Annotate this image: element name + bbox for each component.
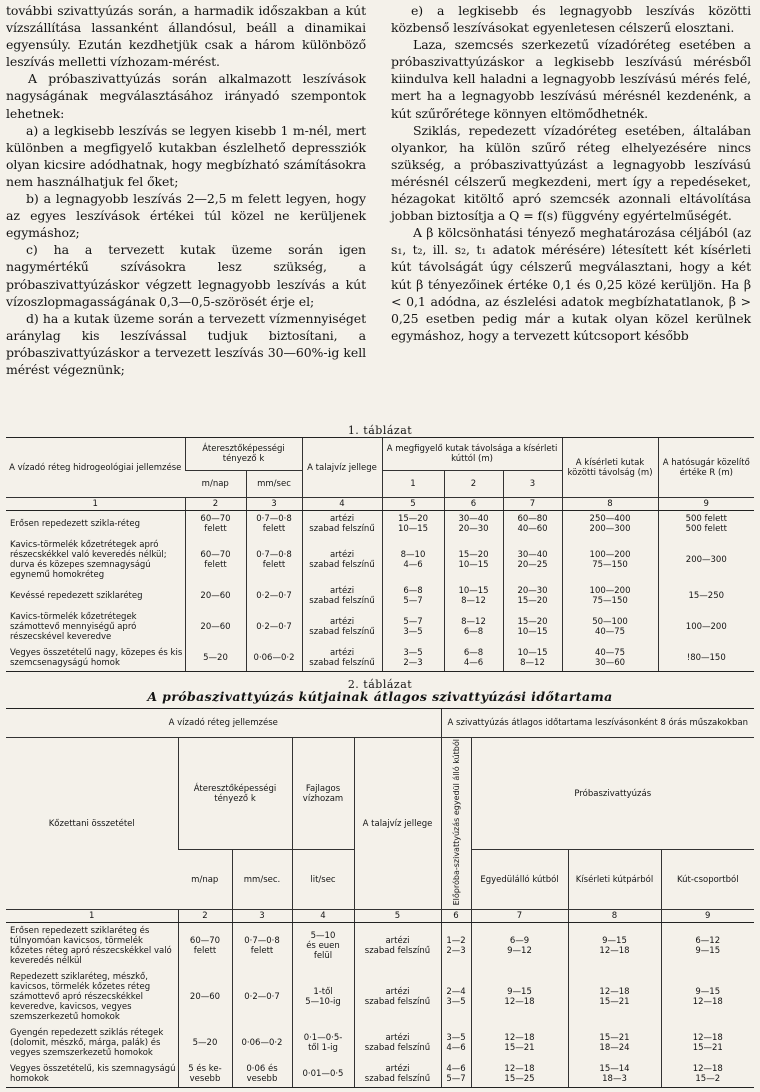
t2-cell-pre-pumping: 3—5 4—6 — [441, 1025, 471, 1061]
t1-cell-k-mnap: 60—70 felett — [185, 511, 246, 538]
t1-header-radius: A hatósugár közelítő értéke R (m) — [658, 438, 754, 498]
t1-cell-distance-2: 15—20 10—15 — [444, 537, 503, 583]
t2-cell-rock: Repedezett sziklaréteg, mészkő, kavicsos, törmelék kőzetes réteg számottevő apró részecskékkel keveredve, kavicsos, vegyes szemszerkezetű homokok — [10, 972, 151, 1023]
t2-column-number: 8 — [568, 910, 661, 923]
t2-cell-single: 12—18 15—25 — [471, 1061, 568, 1088]
t2-unit-litsec: lit/sec — [292, 850, 354, 910]
t1-cell-exp-distance: 250—400 200—300 — [562, 511, 658, 538]
t1-cell-distance-1: 15—20 10—15 — [382, 511, 444, 538]
table-row — [6, 923, 754, 970]
t1-column-number: 5 — [382, 498, 444, 511]
table2-caption: 2. táblázat — [347, 678, 413, 691]
t2-column-number: 2 — [178, 910, 232, 923]
t1-column-number: 8 — [562, 498, 658, 511]
t1-cell-distance-3: 10—15 8—12 — [503, 645, 562, 672]
t2-cell-group: 12—18 15—2 — [661, 1061, 754, 1088]
right-paragraph: e) a legkisebb és legnagyobb leszívás közötti közbenső leszívásokat egyenletesen célszerű elosztani. — [391, 3, 751, 36]
table-row — [6, 537, 754, 583]
t1-cell-k-mnap: 20—60 — [185, 583, 246, 609]
left-paragraph: a) a legkisebb leszívás se legyen kisebb 1 m-nél, mert különben a megfigyelő kutakban észlelhető depressziók olyan kicsire adódhatnak, hogy megbízható számításokra nem használhatjuk fel őket; — [6, 122, 366, 189]
table-row — [6, 1025, 754, 1061]
t2-cell-water-level: artézi szabad felszínű — [354, 969, 441, 1025]
t1-header-water-level: A talajvíz jellege — [302, 438, 382, 498]
t2-header-pre-pumping-text: Előpróba-szivattyúzás egyedül álló kútból — [451, 739, 461, 906]
t2-cell-group: 6—12 9—15 — [661, 923, 754, 970]
t1-unit-mnap: m/nap — [185, 471, 246, 498]
table-row — [6, 1061, 754, 1088]
left-paragraph: d) ha a kutak üzeme során a tervezett vízmennyiséget aránylag kis leszívással tudjuk biztosítani, a próbaszivattyúzáskor a tervezett leszívás 30—60%-ig kell mérést végeznünk; — [6, 310, 366, 377]
t2-cell-group: 9—15 12—18 — [661, 969, 754, 1025]
t1-cell-distance-3: 30—40 20—25 — [503, 537, 562, 583]
right-column — [391, 2, 751, 344]
t1-header-observation: A megfigyelő kutak távolsága a kísérleti kúttól (m) — [382, 438, 562, 471]
t1-cell-distance-2: 10—15 8—12 — [444, 583, 503, 609]
t2-header-trial: Próbaszivattyúzás — [471, 738, 754, 850]
t2-cell-pre-pumping: 4—6 5—7 — [441, 1061, 471, 1088]
t1-cell-exp-distance: 50—100 40—75 — [562, 609, 658, 645]
t2-cell-k-mmsec: 0·7—0·8 felett — [232, 923, 292, 970]
t2-column-number: 3 — [232, 910, 292, 923]
t2-column-number: 7 — [471, 910, 568, 923]
t2-cell-rock: Gyengén repedezett sziklás rétegek (dolomit, mészkő, márga, palák) és vegyes szemszerkezetű homokok — [10, 1028, 164, 1059]
t2-cell-k-mmsec: 0·06 és vesebb — [232, 1061, 292, 1088]
t1-unit-mmsec: mm/sec — [246, 471, 302, 498]
t2-column-number: 4 — [292, 910, 354, 923]
t1-cell-k-mnap: 60—70 felett — [185, 537, 246, 583]
table-row — [6, 969, 754, 1025]
t2-cell-specific-yield: 1-től 5—10-ig — [292, 969, 354, 1025]
left-paragraph: c) ha a tervezett kutak üzeme során igen nagymértékű szívásokra lesz szükség, a próbaszivattyúzáskor végzett legnagyobb leszívás a kút vízoszlopmagasságának 0,3—0,5-szörösét érje el; — [6, 242, 366, 309]
t2-unit-mmsec: mm/sec. — [232, 850, 292, 910]
t1-cell-radius: 15—250 — [658, 583, 754, 609]
t1-cell-distance-1: 3—5 2—3 — [382, 645, 444, 672]
table-row — [6, 583, 754, 609]
t1-cell-radius: !80—150 — [658, 645, 754, 672]
t1-header-permeability: Áteresztőképességi tényező k — [185, 438, 302, 471]
t1-cell-radius: 100—200 — [658, 609, 754, 645]
t2-cell-single: 12—18 15—21 — [471, 1025, 568, 1061]
table2 — [6, 708, 754, 1088]
t1-column-number: 1 — [6, 498, 185, 511]
t1-cell-k-mmsec: 0·7—0·8 felett — [246, 511, 302, 538]
left-paragraph: A próbaszivattyúzás során alkalmazott leszívások nagyságának megválasztásához irányadó szempontok lehetnek: — [6, 71, 366, 121]
t1-cell-layer: Erősen repedezett szikla-réteg — [10, 519, 140, 529]
t1-cell-exp-distance: 100—200 75—150 — [562, 537, 658, 583]
t1-cell-radius: 200—300 — [658, 537, 754, 583]
t1-cell-k-mmsec: 0·06—0·2 — [246, 645, 302, 672]
t2-cell-k-mnap: 60—70 felett — [178, 923, 232, 970]
t1-cell-distance-3: 20—30 15—20 — [503, 583, 562, 609]
t1-cell-k-mmsec: 0·2—0·7 — [246, 609, 302, 645]
t1-cell-exp-distance: 100—200 75—150 — [562, 583, 658, 609]
t2-cell-experimental: 9—15 12—18 — [568, 923, 661, 970]
t2-header-experimental: Kísérleti kútpárból — [568, 850, 661, 910]
right-paragraph: Sziklás, repedezett vízadóréteg esetében, általában olyankor, ha külön szűrő réteg elhelyezésére nincs szükség, a próbaszivattyúzást a legnagyobb leszívású mérésnél célszerű megkezdeni, mert így a repedéseket, hézagokat kitöltő apró szemcsék azonnali eltávolítása jobban biztosítja a Q = f(s) függvény egyértelműségét. — [391, 122, 751, 224]
t1-column-number: 6 — [444, 498, 503, 511]
prose-columns — [0, 0, 760, 400]
t1-cell-distance-2: 6—8 4—6 — [444, 645, 503, 672]
t1-column-number: 7 — [503, 498, 562, 511]
left-paragraph: b) a legnagyobb leszívás 2—2,5 m felett legyen, hogy az egyes leszívások értékei túl közel ne kerüljenek egymáshoz; — [6, 191, 366, 241]
t1-column-number: 2 — [185, 498, 246, 511]
left-paragraph: további szivattyúzás során, a harmadik időszakban a kút vízszállítása lassanként állandósul, beáll a dinamikai egyensúly. Ezután kezdhetjük csak a három különböző leszívás melletti vízhozam-mérést. — [6, 3, 366, 70]
t1-cell-exp-distance: 40—75 30—60 — [562, 645, 658, 672]
t1-cell-water-level: artézi szabad felszínű — [302, 511, 382, 538]
t2-cell-group: 12—18 15—21 — [661, 1025, 754, 1061]
t2-cell-pre-pumping: 1—2 2—3 — [441, 923, 471, 970]
t2-unit-mnap: m/nap — [178, 850, 232, 910]
right-paragraph: Laza, szemcsés szerkezetű vízadóréteg esetében a próbaszivattyúzáskor a legkisebb leszívású mérésből kiindulva kell haladni a legnagyobb leszívású mérés felé, mert ha a legnagyobb leszívású mérésnél kezdenénk, a kút szűrőrétege könnyen eltömődhetnék. — [391, 37, 751, 121]
t2-cell-water-level: artézi szabad felszínű — [354, 1025, 441, 1061]
t2-header-duration-group: A szivattyúzás átlagos időtartama leszívásonként 8 órás műszakokban — [441, 709, 754, 738]
t1-cell-k-mnap: 5—20 — [185, 645, 246, 672]
t2-cell-single: 6—9 9—12 — [471, 923, 568, 970]
t1-cell-k-mnap: 20—60 — [185, 609, 246, 645]
t1-cell-water-level: artézi szabad felszínű — [302, 609, 382, 645]
t1-cell-layer: Vegyes összetételű nagy, közepes és kis szemcsenagyságú homok — [6, 645, 185, 672]
t1-cell-k-mmsec: 0·2—0·7 — [246, 583, 302, 609]
t2-header-water-level: A talajvíz jellege — [354, 738, 441, 910]
t1-cell-water-level: artézi szabad felszínű — [302, 645, 382, 672]
t2-cell-k-mnap: 5 és ke- vesebb — [178, 1061, 232, 1088]
t1-cell-distance-1: 8—10 4—6 — [382, 537, 444, 583]
t2-header-pre-pumping — [441, 738, 471, 910]
t1-header-layer: A vízadó réteg hidrogeológiai jellemzése — [6, 438, 185, 498]
table1 — [6, 437, 754, 672]
t1-cell-distance-3: 15—20 10—15 — [503, 609, 562, 645]
t1-obs-1: 1 — [382, 471, 444, 498]
t2-column-number: 5 — [354, 910, 441, 923]
t2-cell-experimental: 15—14 18—3 — [568, 1061, 661, 1088]
t2-header-permeability: Áteresztőképességi tényező k — [178, 738, 292, 850]
t2-cell-pre-pumping: 2—4 3—5 — [441, 969, 471, 1025]
t2-column-number: 1 — [6, 910, 178, 923]
t2-cell-experimental: 12—18 15—21 — [568, 969, 661, 1025]
t1-cell-distance-3: 60—80 40—60 — [503, 511, 562, 538]
table-row — [6, 511, 754, 538]
t1-cell-distance-1: 5—7 3—5 — [382, 609, 444, 645]
t1-cell-layer: Kavics-törmelék kőzetrétegek számottevő mennyiségű apró részecskével keveredve — [10, 612, 137, 642]
t2-cell-water-level: artézi szabad felszínű — [354, 923, 441, 970]
t1-obs-3: 3 — [503, 471, 562, 498]
t1-header-exp-distance: A kísérleti kutak közötti távolság (m) — [562, 438, 658, 498]
t1-obs-2: 2 — [444, 471, 503, 498]
t2-header-single: Egyedülálló kútból — [471, 850, 568, 910]
table-row — [6, 645, 754, 672]
t2-cell-experimental: 15—21 18—24 — [568, 1025, 661, 1061]
t1-cell-distance-1: 6—8 5—7 — [382, 583, 444, 609]
t2-cell-k-mnap: 5—20 — [178, 1025, 232, 1061]
t1-cell-k-mmsec: 0·7—0·8 felett — [246, 537, 302, 583]
right-paragraph: A β kölcsönhatási tényező meghatározása céljából (az s₁, t₂, ill. s₂, t₁ adatok mérésére) létesített két kísérleti kút távolságát úgy célszerű megválasztani, hogy a két kút β tényezőinek értéke 0,1 és 0,25 közé kerüljön. Ha β < 0,1 adódna, az észlelési adatok megbízhatatlanok, β > 0,25 esetben pedig már a kutak olyan közel kerülnek egymáshoz, hogy a tervezett kútcsoport később — [391, 225, 751, 343]
t1-cell-distance-2: 30—40 20—30 — [444, 511, 503, 538]
t2-column-number: 6 — [441, 910, 471, 923]
t1-cell-distance-2: 8—12 6—8 — [444, 609, 503, 645]
t1-cell-radius: 500 felett 500 felett — [658, 511, 754, 538]
t1-column-number: 4 — [302, 498, 382, 511]
t2-cell-single: 9—15 12—18 — [471, 969, 568, 1025]
table1-caption: 1. táblázat — [347, 424, 413, 437]
t2-cell-specific-yield: 0·01—0·5 — [292, 1061, 354, 1088]
t1-column-number: 9 — [658, 498, 754, 511]
table-row — [6, 609, 754, 645]
t2-cell-rock: Erősen repedezett sziklaréteg és túlnyomóan kavicsos, törmelék kőzetes réteg apró részecskékkel való keveredés nélkül — [10, 926, 172, 967]
t1-cell-layer: Kevéssé repedezett sziklaréteg — [10, 591, 143, 601]
t2-header-layer-group: A vízadó réteg jellemzése — [6, 709, 441, 738]
t2-cell-specific-yield: 0·1—0·5- től 1-ig — [292, 1025, 354, 1061]
t1-cell-water-level: artézi szabad felszínű — [302, 537, 382, 583]
t2-cell-k-mmsec: 0·2—0·7 — [232, 969, 292, 1025]
t2-cell-k-mnap: 20—60 — [178, 969, 232, 1025]
t2-column-number: 9 — [661, 910, 754, 923]
table2-title: A próbaszivattyúzás kútjainak átlagos szivattyúzási időtartama — [147, 689, 613, 704]
t2-cell-specific-yield: 5—10 és euen felül — [292, 923, 354, 970]
left-column — [6, 2, 366, 378]
t1-cell-water-level: artézi szabad felszínű — [302, 583, 382, 609]
t2-cell-water-level: artézi szabad felszínű — [354, 1061, 441, 1088]
t1-column-number: 3 — [246, 498, 302, 511]
t2-cell-rock: Vegyes összetételű, kis szemnagyságú homokok — [6, 1061, 178, 1088]
t1-number-row — [6, 498, 754, 511]
t1-cell-layer: Kavics-törmelék kőzetrétegek apró részecskékkel való keveredés nélkül; durva és közepes szemnagyságú egynemű homokréteg — [10, 540, 167, 580]
t2-cell-k-mmsec: 0·06—0·2 — [232, 1025, 292, 1061]
t2-number-row — [6, 910, 754, 923]
t2-header-specific-yield: Fajlagos vízhozam — [292, 738, 354, 850]
t2-header-group: Kút-csoportból — [661, 850, 754, 910]
t2-header-rock: Kőzettani összetétel — [6, 738, 178, 910]
